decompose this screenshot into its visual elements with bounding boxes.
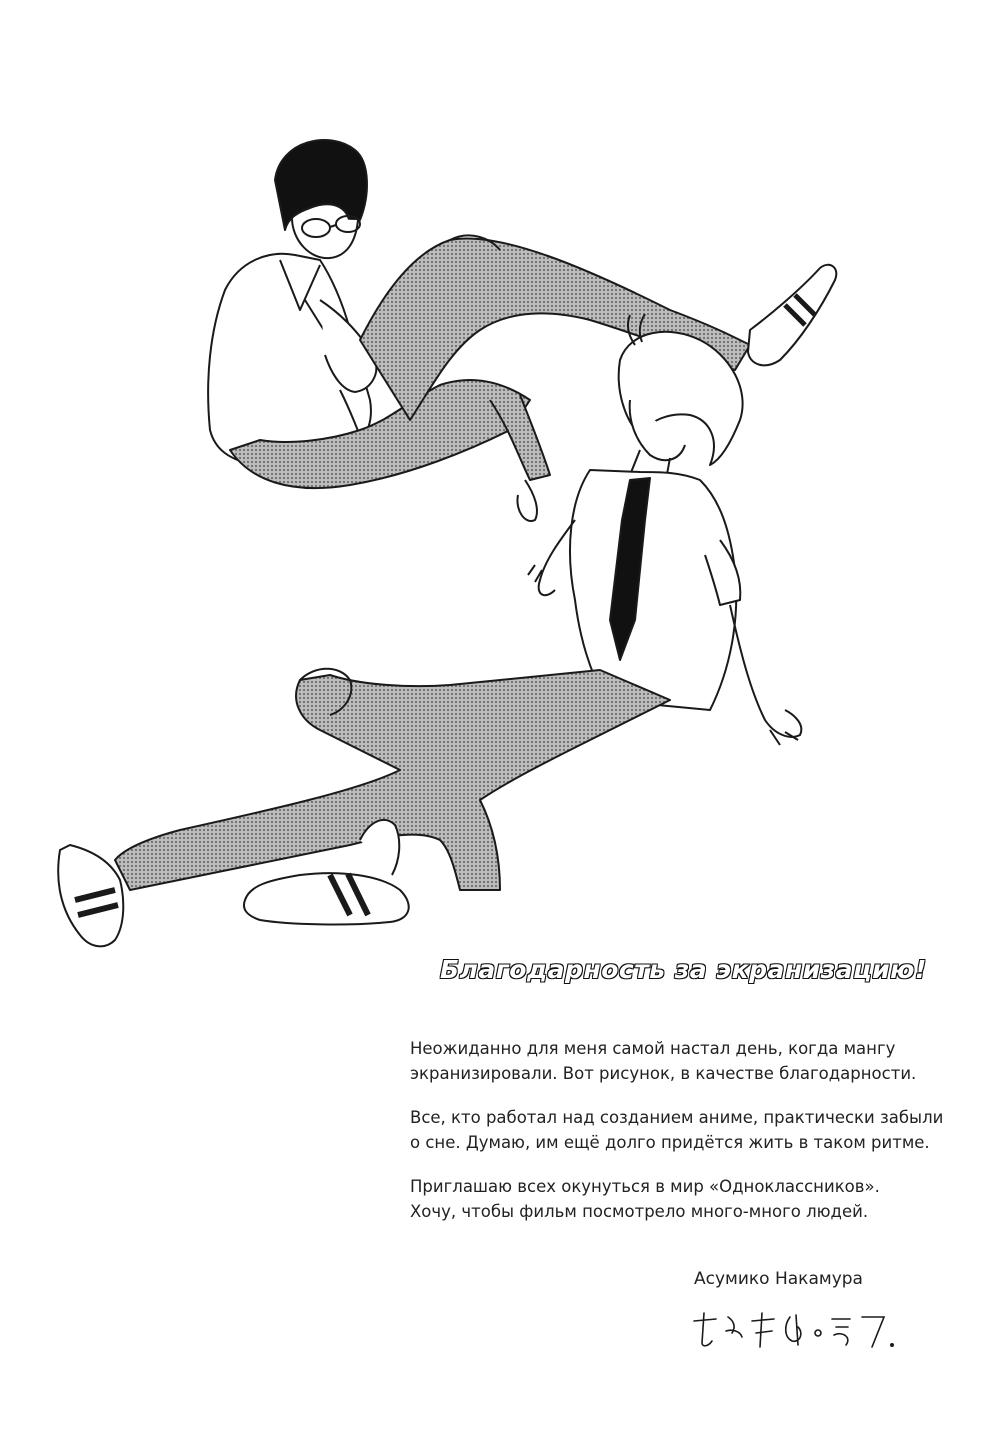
afterword-text	[410, 1036, 970, 1243]
paragraph-2: Все, кто работал над созданием аниме, практически забыли о сне. Думаю, им ещё долго придётся жить в таком ритме.	[410, 1108, 944, 1152]
author-name: Асумико Накамура	[694, 1269, 863, 1289]
page-title: Благодарность за экранизацию!	[440, 955, 927, 984]
paragraph-1: Неожиданно для меня самой настал день, когда мангу экранизировали. Вот рисунок, в качестве благодарности.	[410, 1039, 917, 1083]
character-upper-boy	[208, 140, 836, 521]
illustration-two-students	[30, 100, 870, 950]
paragraph-3: Приглашаю всех окунуться в мир «Одноклассников». Хочу, чтобы фильм посмотрело много-много людей.	[410, 1177, 880, 1221]
handwritten-signature	[686, 1307, 906, 1353]
lower-boy-shoe-right	[244, 873, 409, 924]
